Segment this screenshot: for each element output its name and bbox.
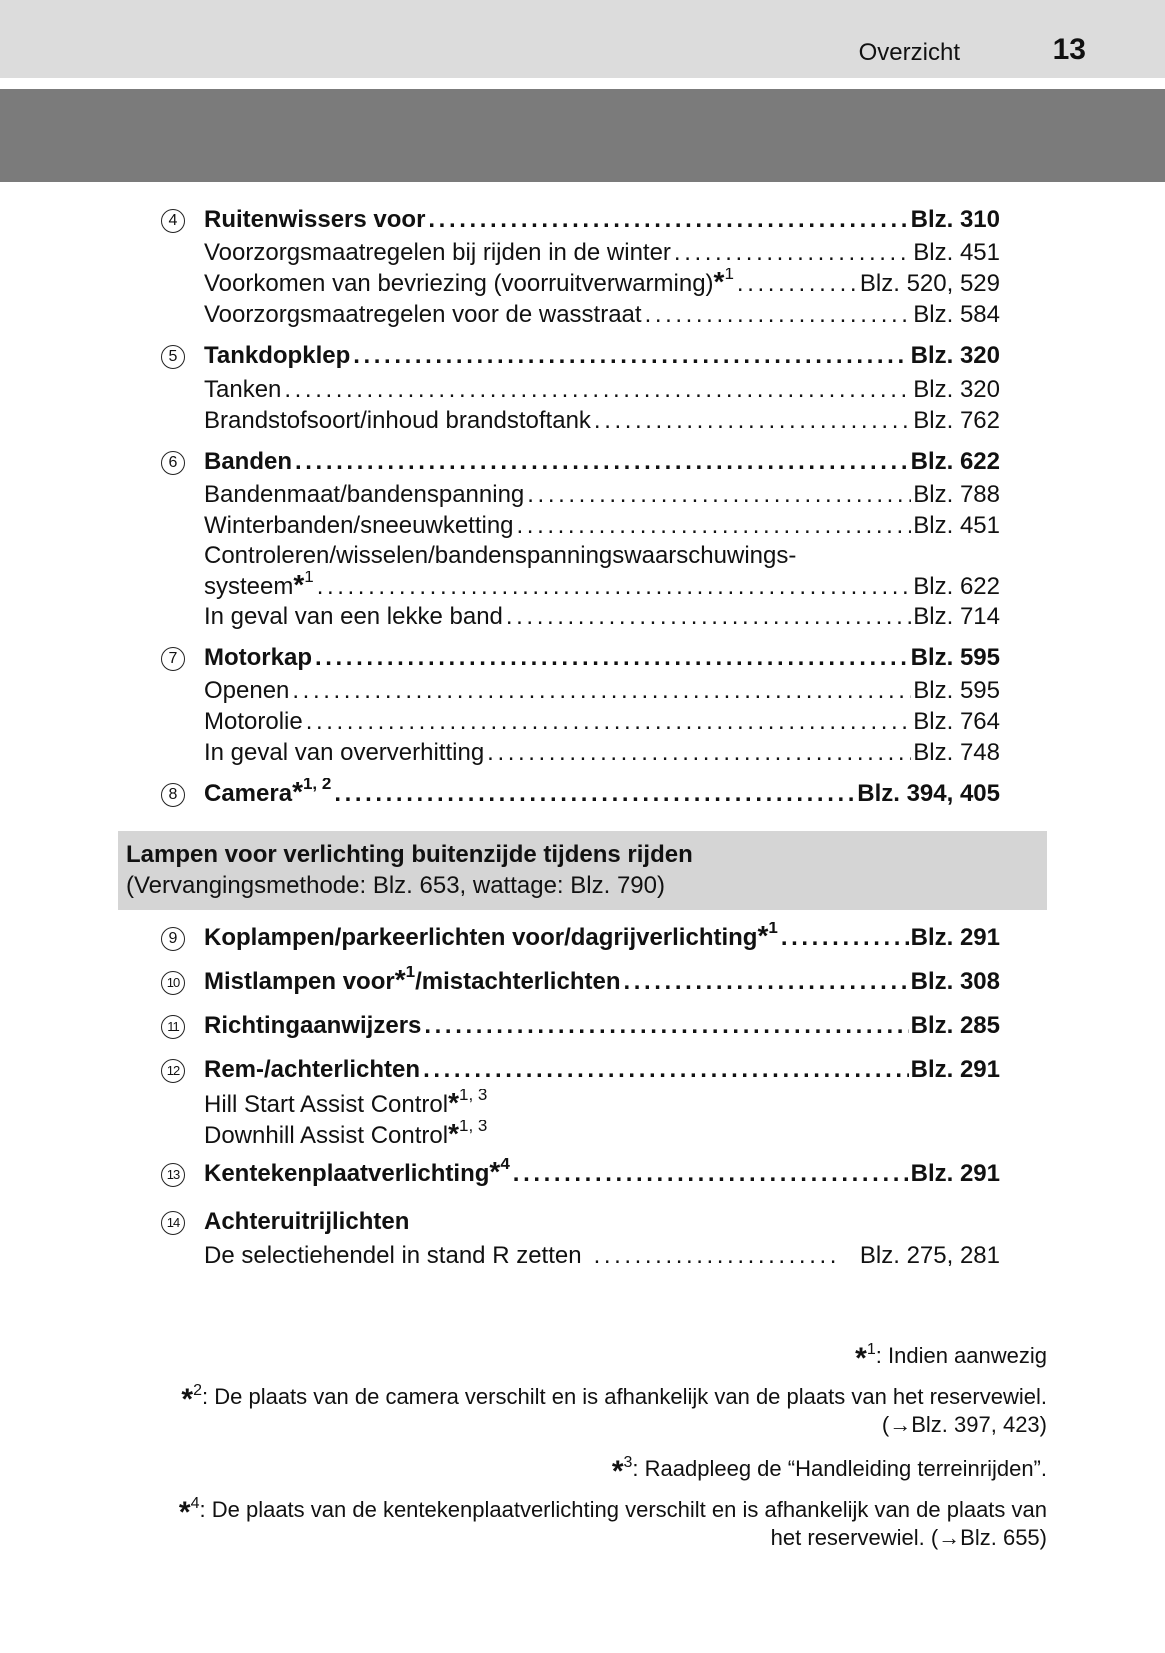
sub-entry — [204, 1089, 1000, 1120]
sub-entry-label: Brandstofsoort/inhoud brandstoftank — [204, 407, 591, 434]
leader-dots — [292, 446, 909, 477]
entry-achteruitrijlichten — [204, 1206, 1000, 1237]
sub-entry-page-ref: Blz. 320 — [913, 376, 1000, 403]
entry-page-ref: Blz. 285 — [910, 1012, 1000, 1039]
entry-page-ref: Blz. 291 — [910, 1160, 1000, 1187]
sub-entry — [204, 1120, 1000, 1151]
item-marker-12: 12 — [161, 1059, 185, 1083]
entry-page-ref: Blz. 291 — [910, 1056, 1000, 1083]
item-marker-7: 7 — [161, 647, 185, 671]
entry-label: Kentekenplaatverlichting*$^4$ — [204, 1158, 510, 1187]
leader-dots — [425, 204, 908, 235]
entry-koplampen — [204, 922, 1000, 953]
sub-entry — [204, 540, 1000, 571]
sub-entry-page-ref: Blz. 748 — [913, 739, 1000, 766]
asterisk-symbol: * — [181, 1383, 194, 1416]
header-section-title: Overzicht — [858, 39, 960, 66]
leader-dots — [514, 510, 912, 541]
sub-entry — [204, 601, 1000, 632]
sub-entry-label: systeem*$^1$ — [204, 571, 314, 600]
leader-dots — [314, 571, 912, 602]
leader-dots — [778, 922, 909, 953]
footnote-2-continued: (→Blz. 397, 423) — [881, 1412, 1047, 1437]
leader-dots — [734, 268, 858, 299]
entry-page-ref: Blz. 622 — [910, 448, 1000, 475]
page-number: 13 — [1052, 33, 1086, 66]
sub-entry-page-ref: Blz. 762 — [913, 407, 1000, 434]
sub-entry-page-ref: Blz. 764 — [913, 708, 1000, 735]
sub-entry — [204, 1240, 1000, 1271]
sub-entry-label: Controleren/wisselen/bandenspanningswaarschuwings- — [204, 542, 797, 569]
asterisk-symbol: * — [178, 1496, 191, 1529]
leader-dots — [591, 405, 911, 436]
entry-kentekenplaatverlichting — [204, 1158, 1000, 1189]
footnote-3: *$^3$: Raadpleeg de “Handleiding terreinrijden”. — [611, 1454, 1047, 1488]
entry-page-ref: Blz. 320 — [910, 342, 1000, 369]
entry-label: Tankdopklep — [204, 342, 351, 369]
leader-dots — [289, 675, 911, 706]
sub-entry-label: Voorkomen van bevriezing (voorruitverwarming)*$^1$ — [204, 268, 734, 297]
sub-entry-page-ref: Blz. 520, 529 — [859, 270, 1000, 297]
sub-entry-label: Voorzorgsmaatregelen voor de wasstraat — [204, 301, 642, 328]
footnote-4-continued: het reservewiel. (→Blz. 655) — [770, 1525, 1047, 1550]
section-title: Lampen voor verlichting buitenzijde tijdens rijden — [126, 841, 693, 868]
asterisk-symbol: * — [855, 1342, 867, 1375]
item-marker-11: 11 — [161, 1015, 185, 1039]
sub-entry-label: Tanken — [204, 376, 282, 403]
sub-entry-page-ref: Blz. 714 — [913, 603, 1000, 630]
sub-entry — [204, 237, 1000, 268]
sub-entry-page-ref: Blz. 622 — [913, 573, 1000, 600]
entry-page-ref: Blz. 595 — [910, 644, 1000, 671]
entry-camera — [204, 778, 1000, 809]
leader-dots — [484, 737, 911, 768]
entry-label: Banden — [204, 448, 293, 475]
entry-banden — [204, 446, 1000, 477]
sub-entry — [204, 268, 1000, 299]
sub-entry-label: In geval van een lekke band — [204, 603, 503, 630]
entry-richtingaanwijzers — [204, 1010, 1000, 1041]
sub-entry-label: Winterbanden/sneeuwketting — [204, 512, 514, 539]
entry-label: Richtingaanwijzers — [204, 1012, 422, 1039]
sub-entry — [204, 571, 1000, 602]
footnote-2: *$^2$: De plaats van de camera verschilt en is afhankelijk van de plaats van het reservewiel. — [181, 1382, 1047, 1416]
entry-label: Achteruitrijlichten — [204, 1208, 410, 1235]
entry-page-ref: Blz. 308 — [910, 968, 1000, 995]
sub-entry-label: Voorzorgsmaatregelen bij rijden in de winter — [204, 239, 671, 266]
sub-entry — [204, 675, 1000, 706]
sub-entry-page-ref: Blz. 788 — [913, 481, 1000, 508]
entry-label: Mistlampen voor*$^1$/mistachterlichten — [204, 966, 621, 995]
sub-entry — [204, 706, 1000, 737]
item-marker-5: 5 — [161, 345, 185, 369]
leader-dots — [620, 966, 908, 997]
sub-entry — [204, 374, 1000, 405]
entry-page-ref: Blz. 394, 405 — [857, 780, 1000, 807]
leader-dots — [582, 1240, 842, 1271]
sub-entry-page-ref: Blz. 584 — [913, 301, 1000, 328]
entry-label: Ruitenwissers voor — [204, 206, 426, 233]
item-marker-6: 6 — [161, 451, 185, 475]
entry-tankdopklep — [204, 340, 1000, 371]
entry-page-ref: Blz. 291 — [910, 924, 1000, 951]
item-marker-14: 14 — [161, 1211, 185, 1235]
item-marker-9: 9 — [161, 927, 185, 951]
entry-label: Camera*$^{1, 2}$ — [204, 778, 332, 807]
sub-entry — [204, 510, 1000, 541]
leader-dots — [524, 479, 911, 510]
item-marker-8: 8 — [161, 783, 185, 807]
leader-dots — [671, 237, 911, 268]
leader-dots — [642, 299, 912, 330]
entry-page-ref: Blz. 310 — [910, 206, 1000, 233]
leader-dots — [281, 374, 911, 405]
header-dark-band — [0, 89, 1165, 182]
entry-label: Motorkap — [204, 644, 312, 671]
sub-entry-page-ref: Blz. 595 — [913, 677, 1000, 704]
sub-entry — [204, 737, 1000, 768]
entry-label: Rem-/achterlichten — [204, 1056, 421, 1083]
entry-label: Koplampen/parkeerlichten voor/dagrijverlichting*$^1$ — [204, 922, 778, 951]
item-marker-10: 10 — [161, 971, 185, 995]
leader-dots — [350, 340, 908, 371]
leader-dots — [510, 1158, 909, 1189]
sub-entry — [204, 299, 1000, 330]
asterisk-symbol: * — [611, 1455, 624, 1488]
sub-entry-page-ref: Blz. 451 — [913, 512, 1000, 539]
sub-entry — [204, 479, 1000, 510]
sub-entry-label: Motorolie — [204, 708, 303, 735]
sub-entry-label: Downhill Assist Control*$^{1, 3}$ — [204, 1120, 488, 1149]
section-subtitle: (Vervangingsmethode: Blz. 653, wattage: Blz. 790) — [126, 872, 665, 899]
leader-dots — [303, 706, 912, 737]
leader-dots — [503, 601, 911, 632]
header-band — [0, 0, 1165, 78]
sub-entry-page-ref: Blz. 451 — [913, 239, 1000, 266]
leader-dots — [312, 642, 909, 673]
item-marker-13: 13 — [161, 1163, 185, 1187]
entry-rem-achterlichten — [204, 1054, 1000, 1085]
footnote-4: *$^4$: De plaats van de kentekenplaatverlichting verschilt en is afhankelijk van de plaats van — [178, 1495, 1047, 1529]
entry-ruitenwissers — [204, 204, 1000, 235]
leader-dots — [421, 1010, 908, 1041]
leader-dots — [331, 778, 855, 809]
leader-dots — [420, 1054, 909, 1085]
sub-entry-label: Bandenmaat/bandenspanning — [204, 481, 525, 508]
item-marker-4: 4 — [161, 209, 185, 233]
entry-mistlampen — [204, 966, 1000, 997]
sub-entry — [204, 405, 1000, 436]
sub-entry-label: Openen — [204, 677, 290, 704]
sub-entry-label: In geval van oververhitting — [204, 739, 485, 766]
entry-motorkap — [204, 642, 1000, 673]
sub-entry-label: De selectiehendel in stand R zetten — [204, 1242, 582, 1269]
footnote-1: *$^1$: Indien aanwezig — [855, 1341, 1047, 1375]
sub-entry-label: Hill Start Assist Control*$^{1, 3}$ — [204, 1089, 488, 1118]
sub-entry-page-ref: Blz. 275, 281 — [859, 1242, 1000, 1269]
